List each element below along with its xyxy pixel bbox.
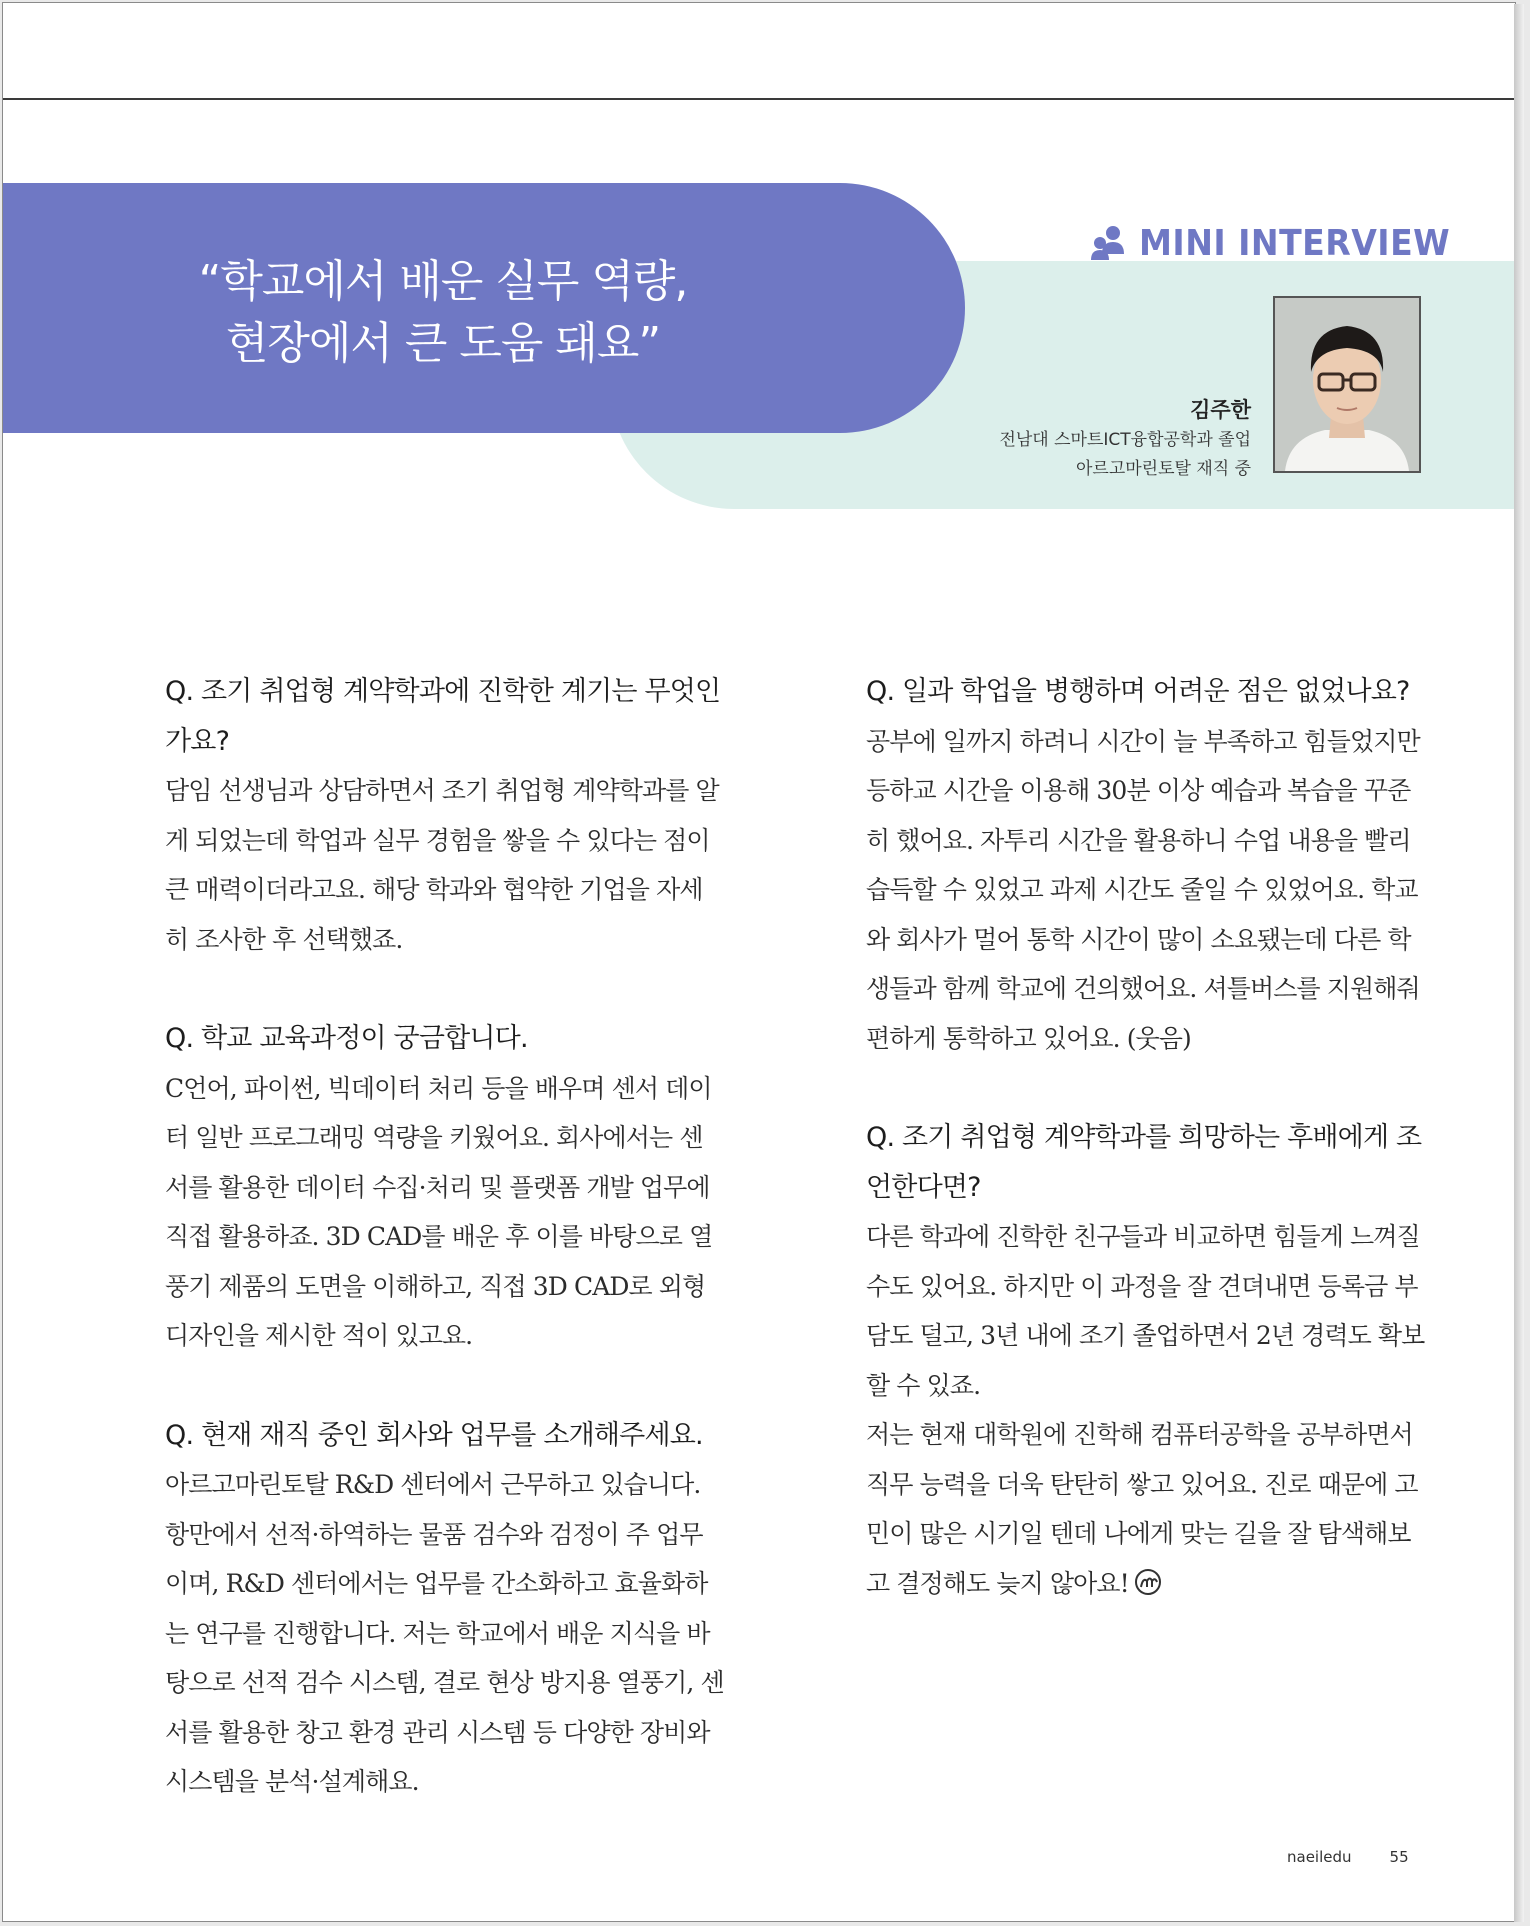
- question: Q. 조기 취업형 계약학과를 희망하는 후배에게 조언한다면?: [866, 1122, 1422, 1203]
- question: Q. 일과 학업을 병행하며 어려운 점은 없었나요?: [866, 676, 1410, 707]
- answer: C언어, 파이썬, 빅데이터 처리 등을 배우며 센서 데이터 일반 프로그래밍 역량을 키웠어요. 회사에서는 센서를 활용한 데이터 수집·처리 및 플랫폼 개발 업무에 직접 활용하죠. 3D CAD를 배운 후 이를 바탕으로 열풍기 제품의 도면을 이해하고, 직접 3D CAD로 외형 디자인을 제시한 적이 있고요.: [165, 1073, 713, 1350]
- headline-line-1: “학교에서 배운 실무 역량,: [198, 256, 688, 307]
- interviewee-name: 김주한: [1190, 398, 1251, 422]
- page-edge-shadow: [1514, 4, 1524, 1922]
- answer: 아르고마린토탈 R&D 센터에서 근무하고 있습니다. 항만에서 선적·하역하는 물품 검수와 검정이 주 업무이며, R&D 센터에서는 업무를 간소화하고 효율화하는 연구를 진행합니다. 저는 학교에서 배운 지식을 바탕으로 선적 검수 시스템, 결로 현상 방지용 열풍기, 센서를 활용한 창고 환경 관리 시스템 등 다양한 장비와 시스템을 분석·설계해요.: [165, 1470, 724, 1796]
- qa-block: [866, 1113, 1426, 1608]
- qa-block: [165, 1411, 725, 1807]
- page-number: 55: [1389, 1848, 1409, 1866]
- tag-label: MINI INTERVIEW: [1139, 222, 1451, 264]
- right-column: [866, 667, 1426, 1658]
- question: Q. 학교 교육과정이 궁금합니다.: [165, 1023, 528, 1054]
- qa-block: [866, 667, 1426, 1063]
- publication-name: naeiledu: [1287, 1848, 1352, 1866]
- page-footer: [1287, 1848, 1409, 1866]
- answer: 다른 학과에 진학한 친구들과 비교하면 힘들게 느껴질 수도 있어요. 하지만 이 과정을 잘 견뎌내면 등록금 부담도 덜고, 3년 내에 조기 졸업하면서 2년 경력도 확보할 수 있죠.: [866, 1222, 1425, 1400]
- answer: 공부에 일까지 하려니 시간이 늘 부족하고 힘들었지만 등하교 시간을 이용해 30분 이상 예습과 복습을 꾸준히 했어요. 자투리 시간을 활용하니 수업 내용을 빨리 습득할 수 있었고 과제 시간도 줄일 수 있었어요. 학교와 회사가 멀어 통학 시간이 많이 소요됐는데 다른 학생들과 함께 학교에 건의했어요. 셔틀버스를 지원해줘 편하게 통학하고 있어요. (웃음): [866, 726, 1420, 1053]
- interviewee-photo: [1273, 296, 1421, 473]
- headline: [133, 251, 753, 375]
- interview-people-icon: [1089, 224, 1129, 262]
- question: Q. 현재 재직 중인 회사와 업무를 소개해주세요.: [165, 1419, 703, 1451]
- question: Q. 조기 취업형 계약학과에 진학한 계기는 무엇인가요?: [165, 676, 721, 757]
- headline-line-2: 현장에서 큰 도움 돼요”: [225, 318, 661, 369]
- top-rule: [3, 98, 1517, 100]
- answer: 담임 선생님과 상담하면서 조기 취업형 계약학과를 알게 되었는데 학업과 실무 경험을 쌓을 수 있다는 점이 큰 매력이더라고요. 해당 학과와 협약한 기업을 자세히 조사한 후 선택했죠.: [165, 776, 719, 954]
- mini-interview-tag: [1089, 221, 1477, 265]
- qa-block: [165, 1014, 725, 1361]
- interviewee-employer: 아르고마린토탈 재직 중: [1075, 459, 1251, 479]
- end-mark-icon: [1135, 1569, 1161, 1595]
- interviewee-education: 전남대 스마트ICT융합공학과 졸업: [999, 430, 1251, 450]
- answer-continued: [866, 1410, 1426, 1608]
- qa-block: [165, 667, 725, 964]
- interviewee-profile: [883, 394, 1251, 484]
- magazine-page: [2, 2, 1516, 1922]
- left-column: [165, 667, 725, 1857]
- answer-continued-text: 저는 현재 대학원에 진학해 컴퓨터공학을 공부하면서 직무 능력을 더욱 탄탄히 쌓고 있어요. 진로 때문에 고민이 많은 시기일 텐데 나에게 맞는 길을 잘 탐색해보고 결정해도 늦지 않아요!: [866, 1420, 1418, 1598]
